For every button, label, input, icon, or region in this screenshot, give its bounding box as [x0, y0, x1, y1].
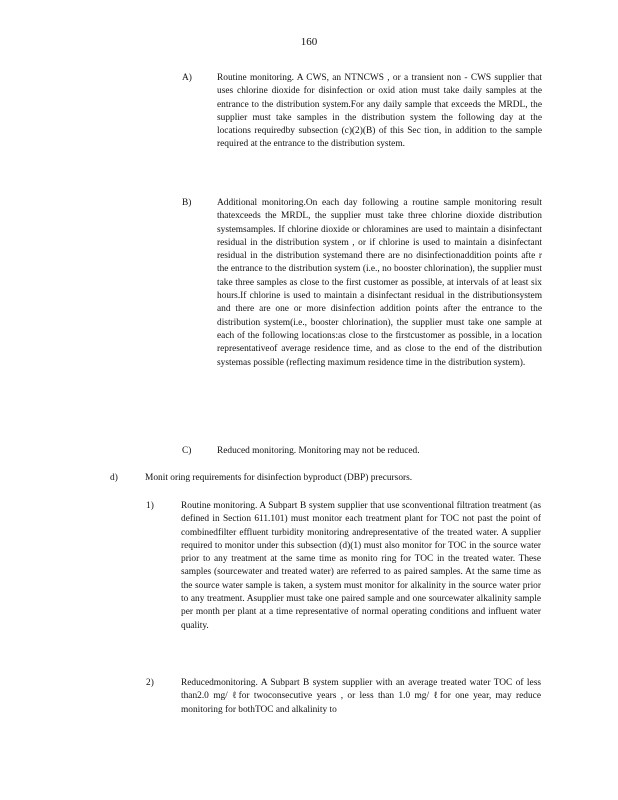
paragraph-marker: C): [182, 446, 192, 456]
paragraph-text: Reduced monitoring. Monitoring may not be reduced.: [217, 446, 420, 456]
paragraph-text: Routine monitoring. A Subpart B system supplier that use sconventional filtration treatment (as defined in Section 611.101) must monitor each treatment plant for TOC not past the point of combinedfilter effluent turbidity monitoring andrepresentative of the treated water. A supplier required to monitor under this subsection (d)(1) must also monitor for TOC in the source water prior to any treatment at the same time as monito ring for TOC in the treated water. These samples (sourcewater and treated water) are referred to as paired samples. At the same time as the source water sample is taken, a system must monitor for alkalinity in the source water prior to any treatment. Asupplier must take one paired sample and one sourcewater alkalinity sample per month per plant at a time representative of normal operating conditions and influent water quality.: [181, 501, 541, 631]
section-marker: d): [110, 473, 118, 483]
section-heading-text: Monit oring requirements for disinfection byproduct (DBP) precursors.: [145, 473, 413, 483]
paragraph-text: Additional monitoring.On each day following a routine sample monitoring result thatexceeds the MRDL, the supplier must take three chlorine dioxide distribution systemsamples. If chlorine dioxide or chloramines are used to maintain a disinfectant residual in the distribution system , or if chlorine is used to maintain a disinfectant residual in the distribution systemand there are no disinfectionaddition points afte r the entrance to the distribution system (i.e., no booster chlorination), the supplier must take three samples as close to the first customer as possible, at intervals of at least six hours.If chlorine is used to maintain a disinfectant residual in the distributionsystem and there are one or more disinfection addition points after the entrance to the distribution system(i.e., booster chlorination), the supplier must take one sample at each of the following locations:as close to the firstcustomer as possible, in a location representativeof average residence time, and as close to the end of the distribution systemas possible (reflecting maximum residence time in the distribution system).: [217, 198, 542, 368]
paragraph-marker: 2): [146, 678, 154, 688]
page-number: 160: [300, 36, 318, 48]
paragraph-marker: B): [182, 198, 192, 208]
paragraph-marker: A): [182, 73, 192, 83]
paragraph-text: Routine monitoring. A CWS, an NTNCWS , or a transient non - CWS supplier that uses chlorine dioxide for disinfection or oxid ation must take daily samples at the entrance to the distribution system.For any daily sample that exceeds the MRDL, the supplier must take samples in the distribution system the following day at the locations requiredby subsection (c)(2)(B) of this Sec tion, in addition to the sample required at the entrance to the distribution system.: [217, 73, 542, 150]
paragraph-text: Reducedmonitoring. A Subpart B system supplier with an average treated water TOC of less than2.0 mg/ ℓfor twoconsecutive years , or less than 1.0 mg/ ℓfor one year, may reduce monitoring for bothTOC and alkalinity to: [181, 678, 541, 715]
paragraph-marker: 1): [146, 501, 154, 511]
